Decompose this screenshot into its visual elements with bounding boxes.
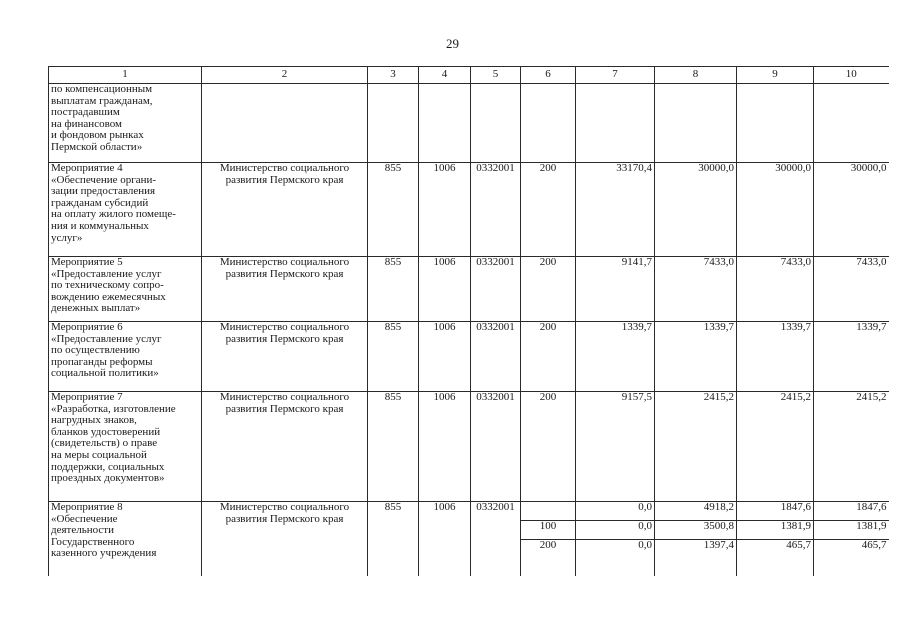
amount-cell: 1381,9 bbox=[737, 521, 814, 540]
code-cell: 0332001 bbox=[471, 502, 521, 576]
event-name-cell: Мероприятие 4 «Обеспечение органи- зации предоставления гражданам субсидий на оплату жилого помеще- ния и коммунальных услуг» bbox=[49, 163, 202, 257]
code-cell: 200 bbox=[521, 540, 576, 576]
amount-cell: 9141,7 bbox=[576, 257, 655, 322]
code-cell bbox=[521, 84, 576, 163]
table-row bbox=[49, 257, 889, 322]
budget-table bbox=[48, 66, 889, 576]
amount-cell bbox=[655, 84, 737, 163]
code-cell: 1006 bbox=[419, 163, 471, 257]
amount-cell: 1381,9 bbox=[814, 521, 889, 540]
ministry-cell: Министерство социального развития Пермского края bbox=[202, 163, 368, 257]
amount-cell: 1339,7 bbox=[655, 322, 737, 392]
code-cell: 855 bbox=[368, 502, 419, 576]
amount-cell: 2415,2 bbox=[655, 392, 737, 502]
amount-cell: 30000,0 bbox=[655, 163, 737, 257]
amount-cell: 7433,0 bbox=[655, 257, 737, 322]
code-cell: 200 bbox=[521, 257, 576, 322]
table-header-row bbox=[49, 67, 889, 84]
code-cell: 200 bbox=[521, 163, 576, 257]
code-cell: 1006 bbox=[419, 322, 471, 392]
code-cell: 200 bbox=[521, 322, 576, 392]
column-header: 10 bbox=[814, 67, 889, 84]
amount-cell: 1339,7 bbox=[737, 322, 814, 392]
amount-cell: 1397,4 bbox=[655, 540, 737, 576]
amount-cell: 0,0 bbox=[576, 502, 655, 521]
column-header: 4 bbox=[419, 67, 471, 84]
amount-cell bbox=[576, 84, 655, 163]
code-cell: 1006 bbox=[419, 502, 471, 576]
amount-cell: 2415,2 bbox=[737, 392, 814, 502]
table-row bbox=[49, 163, 889, 257]
code-cell: 0332001 bbox=[471, 322, 521, 392]
amount-cell: 30000,0 bbox=[737, 163, 814, 257]
amount-cell: 7433,0 bbox=[737, 257, 814, 322]
amount-cell: 1339,7 bbox=[814, 322, 889, 392]
event-name-cell: Мероприятие 5 «Предоставление услуг по техническому сопро- вождению ежемесячных денежных выплат» bbox=[49, 257, 202, 322]
code-cell: 200 bbox=[521, 392, 576, 502]
column-header: 8 bbox=[655, 67, 737, 84]
amount-cell: 30000,0 bbox=[814, 163, 889, 257]
code-cell: 0332001 bbox=[471, 257, 521, 322]
amount-cell: 3500,8 bbox=[655, 521, 737, 540]
code-cell: 855 bbox=[368, 163, 419, 257]
amount-cell: 7433,0 bbox=[814, 257, 889, 322]
code-cell: 0332001 bbox=[471, 392, 521, 502]
event-name-cell: Мероприятие 6 «Предоставление услуг по осуществлению пропаганды реформы социальной политики» bbox=[49, 322, 202, 392]
table-row bbox=[49, 322, 889, 392]
amount-cell: 465,7 bbox=[814, 540, 889, 576]
code-cell: 855 bbox=[368, 322, 419, 392]
code-cell bbox=[419, 84, 471, 163]
column-header: 6 bbox=[521, 67, 576, 84]
amount-cell: 0,0 bbox=[576, 540, 655, 576]
amount-cell: 1847,6 bbox=[814, 502, 889, 521]
ministry-cell: Министерство социального развития Пермского края bbox=[202, 322, 368, 392]
amount-cell bbox=[814, 84, 889, 163]
table-row bbox=[49, 84, 889, 163]
ministry-cell bbox=[202, 84, 368, 163]
column-header: 9 bbox=[737, 67, 814, 84]
table-row bbox=[49, 392, 889, 502]
amount-cell: 2415,2 bbox=[814, 392, 889, 502]
column-header: 7 bbox=[576, 67, 655, 84]
amount-cell: 0,0 bbox=[576, 521, 655, 540]
column-header: 2 bbox=[202, 67, 368, 84]
amount-cell bbox=[737, 84, 814, 163]
code-cell bbox=[521, 502, 576, 521]
code-cell: 100 bbox=[521, 521, 576, 540]
ministry-cell: Министерство социального развития Пермского края bbox=[202, 392, 368, 502]
event-name-cell: по компенсационным выплатам гражданам, пострадавшим на финансовом и фондовом рынках Пермской области» bbox=[49, 84, 202, 163]
table-row bbox=[49, 502, 889, 521]
code-cell bbox=[471, 84, 521, 163]
code-cell: 1006 bbox=[419, 392, 471, 502]
code-cell: 1006 bbox=[419, 257, 471, 322]
code-cell: 855 bbox=[368, 257, 419, 322]
amount-cell: 9157,5 bbox=[576, 392, 655, 502]
ministry-cell: Министерство социального развития Пермского края bbox=[202, 257, 368, 322]
column-header: 1 bbox=[49, 67, 202, 84]
amount-cell: 465,7 bbox=[737, 540, 814, 576]
code-cell bbox=[368, 84, 419, 163]
amount-cell: 4918,2 bbox=[655, 502, 737, 521]
ministry-cell: Министерство социального развития Пермского края bbox=[202, 502, 368, 576]
amount-cell: 1847,6 bbox=[737, 502, 814, 521]
code-cell: 0332001 bbox=[471, 163, 521, 257]
column-header: 3 bbox=[368, 67, 419, 84]
event-name-cell: Мероприятие 7 «Разработка, изготовление нагрудных знаков, бланков удостоверений (свидетельств) о праве на меры социальной поддержки, социальных проездных документов» bbox=[49, 392, 202, 502]
amount-cell: 1339,7 bbox=[576, 322, 655, 392]
column-header: 5 bbox=[471, 67, 521, 84]
amount-cell: 33170,4 bbox=[576, 163, 655, 257]
event-name-cell: Мероприятие 8 «Обеспечение деятельности Государственного казенного учреждения bbox=[49, 502, 202, 576]
code-cell: 855 bbox=[368, 392, 419, 502]
page-number: 29 bbox=[446, 36, 459, 51]
